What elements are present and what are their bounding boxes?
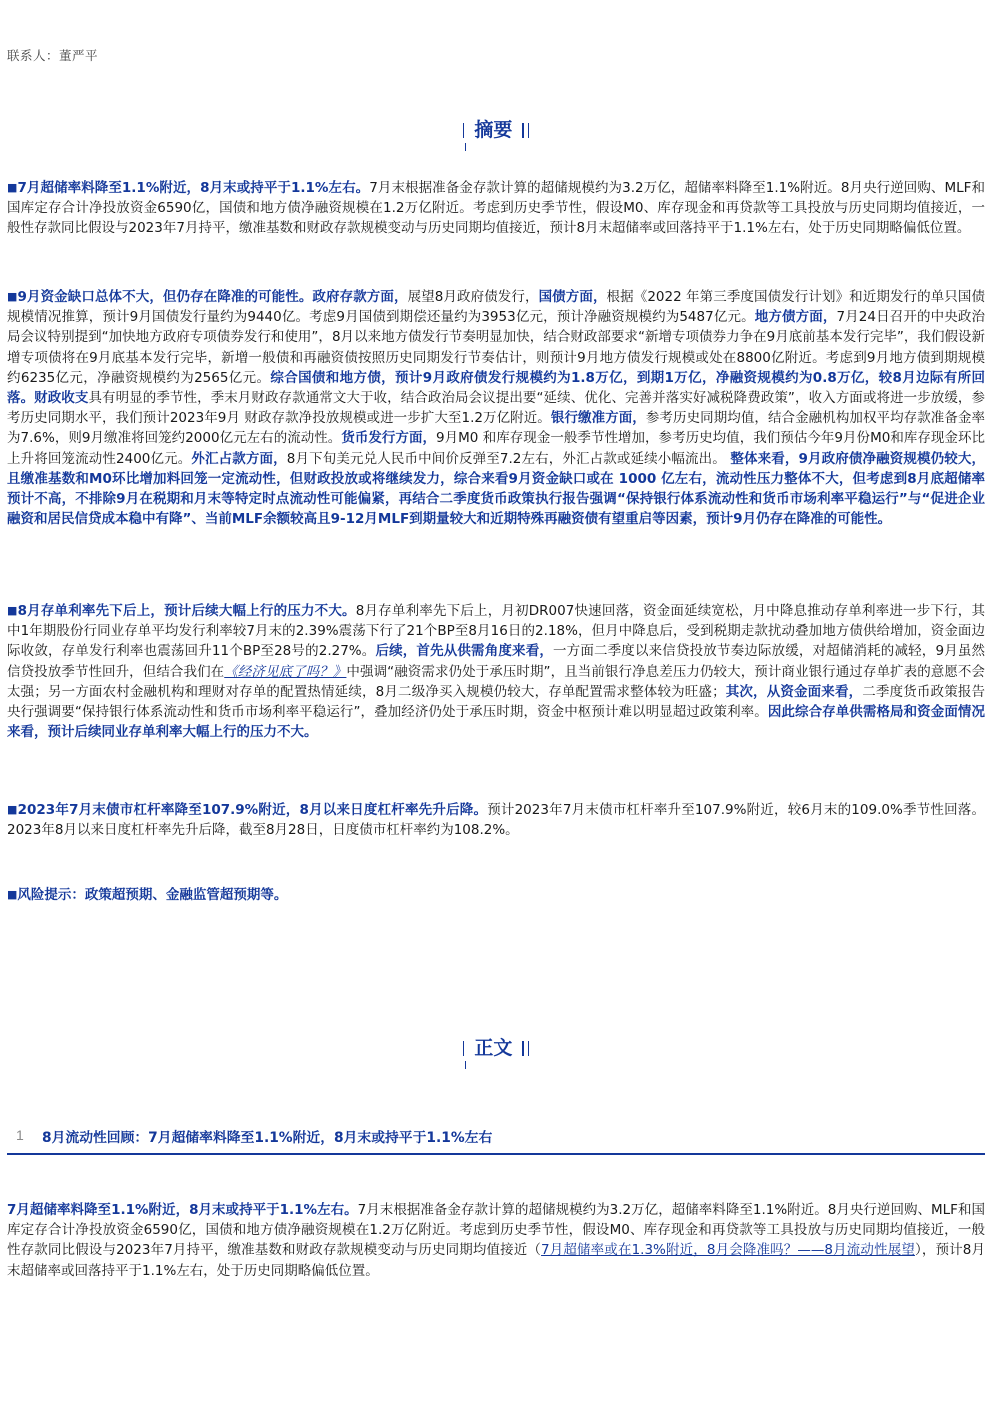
- bullet-square-icon: ■: [7, 181, 18, 194]
- heading-right-bar: [522, 123, 523, 138]
- paragraph-highlight: 国债方面，: [538, 289, 607, 305]
- summary-paragraph-2: [7, 287, 985, 529]
- paragraph-highlight: 8月存单利率先下后上，预计后续大幅上行的压力不大。: [17, 603, 356, 619]
- chapter-number: 1: [16, 1127, 24, 1143]
- paragraph-text: 中强调“融资需求仍处于承压时期”，且当前银行净息差压力仍较大，预计商业银行通过存单扩表的意愿不会太强；另一方面农村金融机构和理财对存单的配置热情延续，8月二级净买入规模仍较大，存单配置需求整体较为旺盛；: [7, 663, 985, 700]
- body-paragraph-1: [7, 1200, 985, 1281]
- heading-tick: [465, 1061, 466, 1069]
- paragraph-text: 8月存单利率先下后上，月初DR007快速回落，资金面延续宽松，月中降息推动存单利率进一步下行，其中1年期股份行同业存单平均发行利率较7月末的2.39%震荡下行了21个BP至8月16日的2.18%，但月中降息后，受到税期走款扰动叠加地方债供给增加，资金面边际收敛，存单发行利率也震荡回升11个BP至28号的2.27%。: [7, 603, 985, 660]
- paragraph-text: 根据《2022 年第三季度国债发行计划》和近期发行的单只国债规模情况推算，预计9月国债发行量约为9440亿。考虑9月国债到期偿还量约为3953亿元，预计净融资规模约为5487亿元。: [7, 289, 985, 326]
- summary-paragraph-4: [7, 800, 985, 840]
- heading-left-bar: [463, 123, 464, 138]
- paragraph-highlight: 地方债方面，: [754, 309, 837, 326]
- body-heading: [0, 1036, 992, 1060]
- paragraph-highlight: 7月超储率料降至1.1%附近，8月末或持平于1.1%左右。: [17, 180, 370, 196]
- paragraph-highlight: 风险提示：政策超预期、金融监管超预期等。: [17, 887, 288, 903]
- heading-right-bar: [522, 1041, 523, 1056]
- paragraph-text: ），预计8月末超储率或回落持平于1.1%左右，处于历史同期略偏低位置。: [7, 1242, 985, 1279]
- bullet-square-icon: ■: [7, 888, 18, 901]
- paragraph-text: 二季度货币政策报告央行强调要“保持银行体系流动性和货币市场利率平稳运行”，叠加经济仍处于承压时期，资金中枢预计难以明显超过政策利率。: [7, 683, 986, 721]
- paragraph-highlight: 综合国债和地方债，预计9月政府债发行规模约为1.8万亿，到期1万亿，净融资规模约为0.8万亿，较8月边际有所回落。财政收支: [7, 369, 985, 407]
- paragraph-highlight: 9月资金缺口总体不大，但仍存在降准的可能性。政府存款方面，: [17, 289, 408, 305]
- paragraph-text: 具有明显的季节性，季末月财政存款通常文大于收，结合政治局会议提出要“延续、优化、完善并落实好减税降费政策”，收入方面或将进一步放缓，参考历史同期水平，我们预计2023年9月 财政存款净投放规模或进一步扩大至1.2万亿附近。: [7, 390, 985, 427]
- summary-heading-text: 摘要: [474, 119, 513, 141]
- paragraph-highlight: 银行缴准方面，: [550, 410, 646, 427]
- heading-right-bar-2: [528, 123, 529, 138]
- paragraph-text: 7月末根据准备金存款计算的超储规模约为3.2万亿，超储率料降至1.1%附近。8月央行逆回购、MLF和国库定存合计净投放资金6590亿，国债和地方债净融资规模在1.2万亿附近。考虑到历史季节性，假设M0、库存现金和再贷款等工具投放与历史同期均值接近，一般性存款同比假设与2023年7月持平，缴准基数和财政存款规模变动与历史同期均值接近，预计8月末超储率或回落持平于1.1%左右，处于历史同期略偏低位置。: [7, 180, 985, 237]
- heading-right-bar-2: [528, 1041, 529, 1056]
- paragraph-highlight: 后续，首先从供需角度来看，: [375, 643, 554, 660]
- summary-paragraph-1: [7, 178, 985, 239]
- paragraph-text: 展望8月政府债发行，: [407, 289, 539, 305]
- paragraph-text: 8月下旬美元兑人民币中间价反弹至7.2左右，外汇占款或延续小幅流出。: [286, 450, 731, 467]
- paragraph-text: 7月末根据准备金存款计算的超储规模约为3.2万亿，超储率料降至1.1%附近。8月央行逆回购、MLF和国库定存合计净投放资金6590亿，国债和地方债净融资规模在1.2万亿附近。考虑到历史季节性，假设M0、库存现金和再贷款等工具投放与历史同期均值接近，一般性存款同比假设与2023年7月持平，缴准基数和财政存款规模变动与历史同期均值接近（: [7, 1202, 985, 1259]
- paragraph-highlight: 2023年7月末债市杠杆率降至107.9%附近，8月以来日度杠杆率先升后降。: [17, 802, 488, 818]
- paragraph-text: 参考历史同期均值，结合金融机构加权平均存款准备金率为7.6%，则9月缴准将回笼约2000亿元左右的流动性。: [7, 410, 985, 447]
- bullet-square-icon: ■: [7, 290, 18, 303]
- paragraph-text: 预计2023年7月末债市杠杆率升至107.9%附近，较6月末的109.0%季节性回落。2023年8月以来日度杠杆率先升后降，截至8月28日，日度债市杠杆率约为108.2%。: [7, 802, 985, 839]
- report-link[interactable]: 7月超储率或在1.3%附近，8月会降准吗？——8月流动性展望: [541, 1242, 915, 1259]
- paragraph-text: 9月M0 和库存现金一般季节性增加，参考历史均值，我们预估今年9月份M0和库存现金环比上升将回笼流动性2400亿元。: [7, 430, 985, 467]
- paragraph-highlight: 7月超储率料降至1.1%附近，8月末或持平于1.1%左右。: [7, 1202, 358, 1218]
- chapter-title-row: [7, 1125, 985, 1155]
- report-link[interactable]: 《经济见底了吗？》: [224, 663, 347, 680]
- body-heading-text: 正文: [474, 1037, 513, 1059]
- heading-left-bar: [463, 1041, 464, 1056]
- paragraph-highlight: 外汇占款方面，: [191, 450, 287, 467]
- contact-person: 联系人：董严平: [7, 48, 99, 63]
- summary-heading: [0, 118, 992, 142]
- risk-warning: [7, 885, 985, 905]
- paragraph-text: 7月24日召开的中央政治局会议特别提到“加快地方政府专项债券发行和使用”，8月以来地方债发行节奏明显加快，结合财政部要求“新增专项债券力争在9月底前基本发行完毕”，我们假设新增专项债将在9月底基本发行完毕，新增一般债和再融资债按照历史同期发行节奏估计，则预计9月地方债发行规模或处在8800亿附近。考虑到9月地方债到期规模约6235亿元，净融资规模约为2565亿元。: [7, 309, 986, 386]
- paragraph-highlight: 其次，从资金面来看，: [725, 683, 863, 700]
- paragraph-highlight: 货币发行方面，: [341, 430, 437, 447]
- paragraph-highlight: 整体来看，9月政府债净融资规模仍较大，且缴准基数和M0环比增加料回笼一定流动性，但财政投放或将继续发力，综合来看9月资金缺口或在 1000 亿左右，流动性压力整体不大，但考虑到8月底超储率预计不高，不排除9月在税期和月末等特定时点流动性可能偏紧，再结合二季度货币政策执行报告强调“保持银行体系流动性和货币市场利率平稳运行”与“促进企业融资和居民信贷成本稳中有降”、当前MLF余额较高且9-12月MLF到期量较大和近期特殊再融资债有望重启等因素，预计9月仍存在降准的可能性。: [7, 450, 986, 528]
- bullet-square-icon: ■: [7, 604, 18, 617]
- heading-tick: [465, 143, 466, 151]
- paragraph-text: 一方面二季度以来信贷投放节奏边际放缓，对超储消耗的减轻，9月虽然信贷投放季节性回升，但结合我们在: [7, 643, 986, 680]
- paragraph-highlight: 因此综合存单供需格局和资金面情况来看，预计后续同业存单利率大幅上行的压力不大。: [7, 704, 985, 741]
- bullet-square-icon: ■: [7, 803, 18, 816]
- summary-paragraph-3: [7, 601, 985, 742]
- chapter-title: 8月流动性回顾：7月超储率料降至1.1%附近，8月末或持平于1.1%左右: [42, 1130, 493, 1146]
